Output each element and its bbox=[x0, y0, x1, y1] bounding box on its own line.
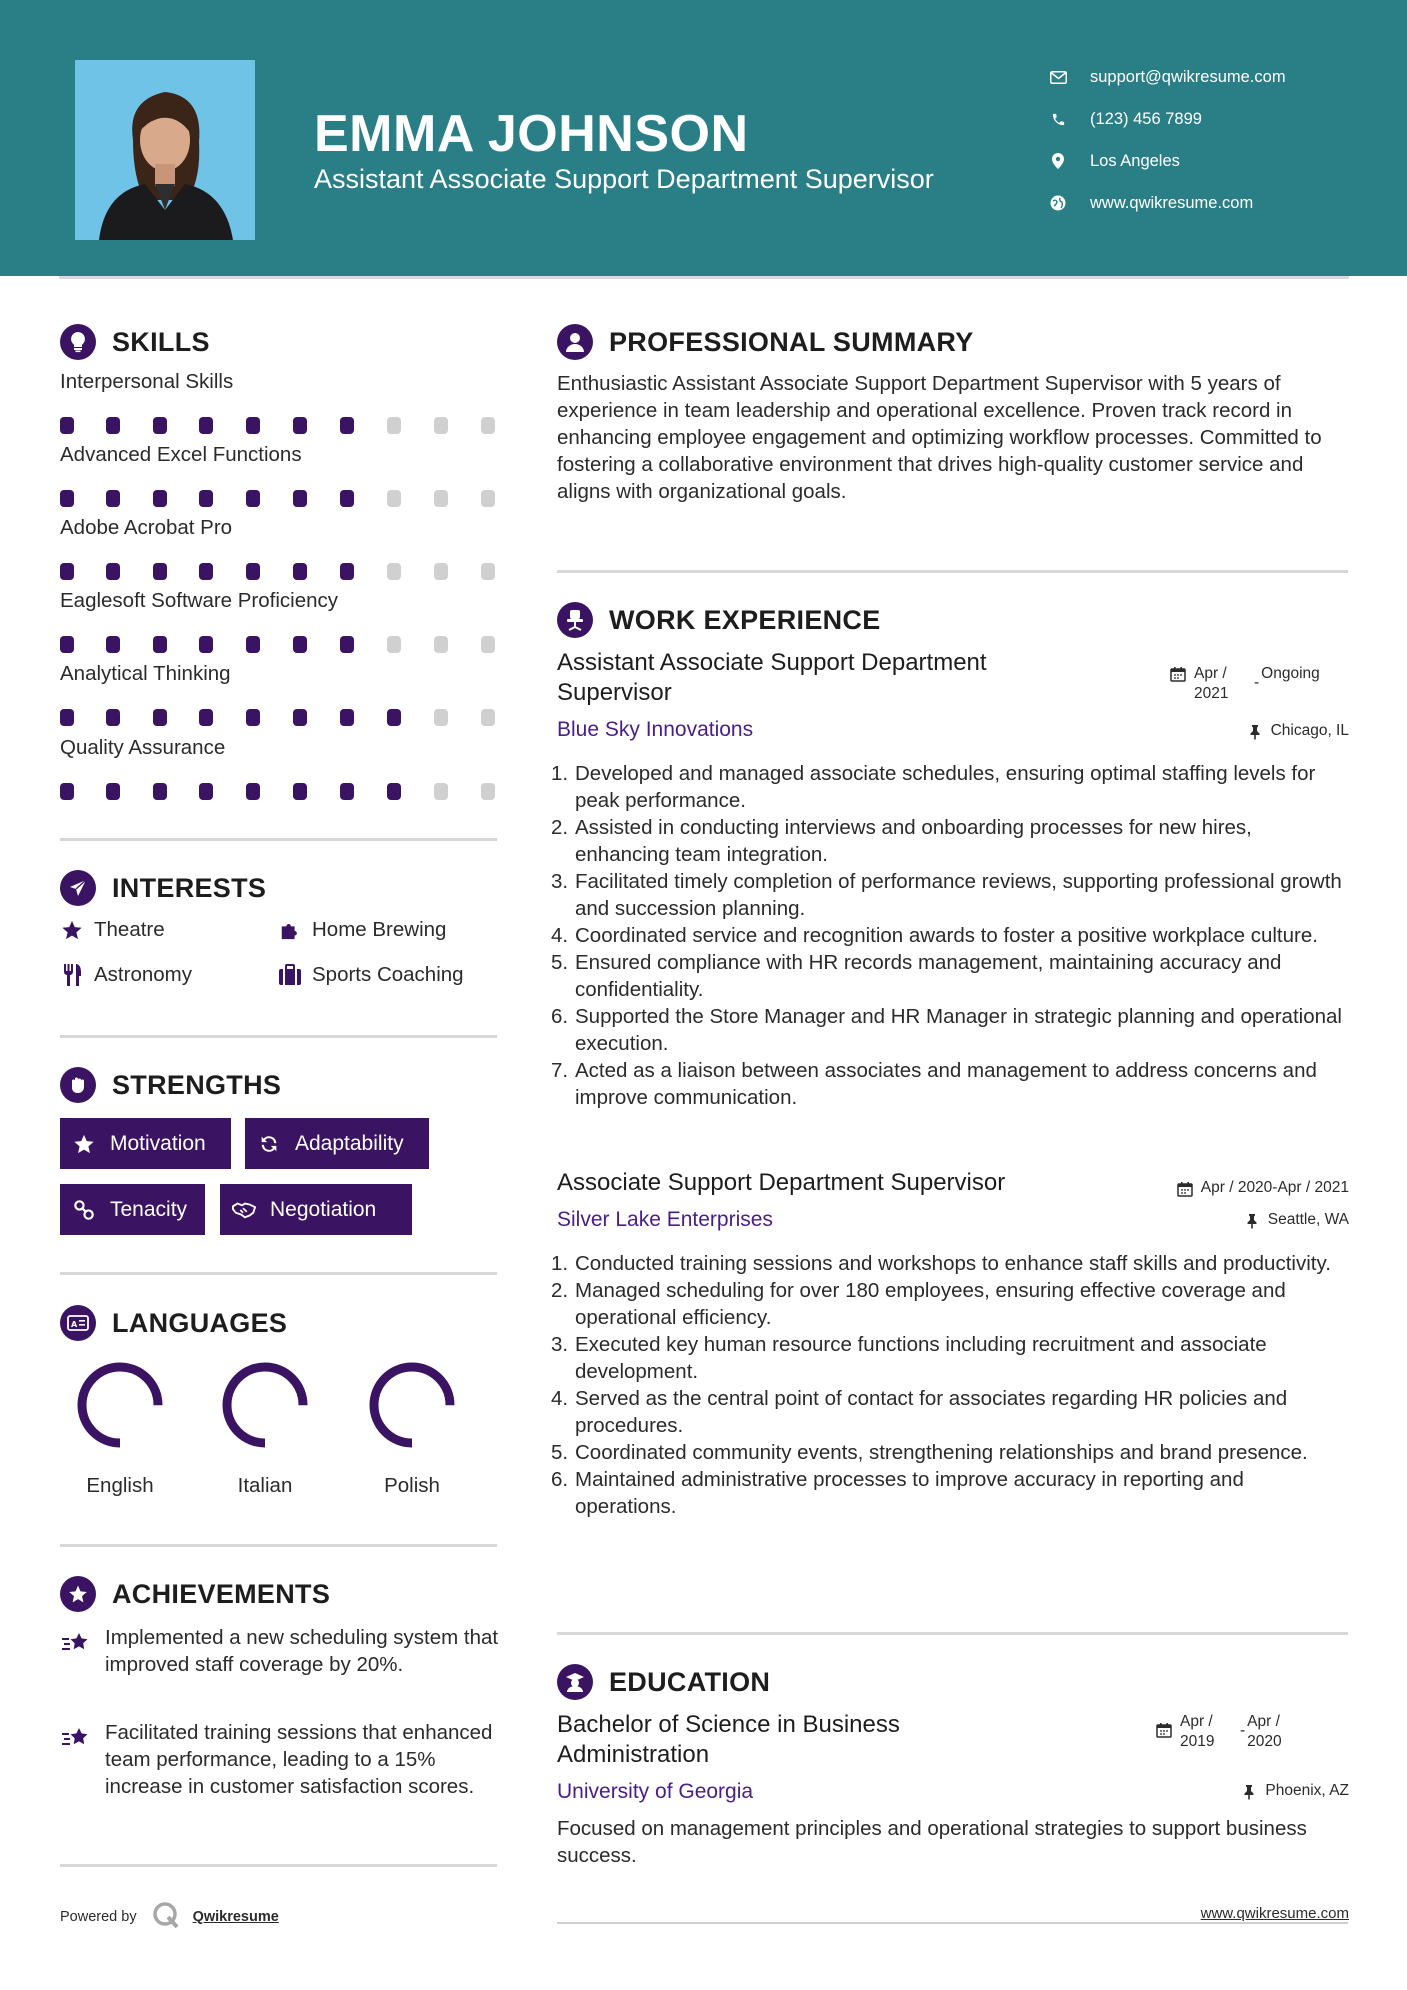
shooting-star-icon bbox=[60, 1627, 90, 1657]
refresh-icon bbox=[257, 1132, 281, 1156]
bullet-text: Coordinated community events, strengthening relationships and brand presence. bbox=[575, 1441, 1308, 1464]
experience-title: WORK EXPERIENCE bbox=[609, 604, 881, 635]
rating-dot-filled bbox=[340, 636, 354, 653]
rating-dot-filled bbox=[293, 490, 307, 507]
language-level-ring bbox=[365, 1358, 459, 1452]
bullet-text: Served as the central point of contact for associates regarding HR policies and procedures. bbox=[575, 1387, 1288, 1437]
rating-dot-filled bbox=[246, 709, 260, 726]
achievements-heading bbox=[60, 1576, 330, 1612]
bullet-text: Conducted training sessions and workshops to enhance staff skills and productivity. bbox=[575, 1252, 1331, 1275]
job-end-date: Ongoing bbox=[1261, 665, 1320, 682]
handshake-icon bbox=[232, 1198, 256, 1222]
achievement-text: Facilitated training sessions that enhanced team performance, leading to a 15% increase in customer satisfaction scores. bbox=[105, 1721, 493, 1798]
interest-label: Theatre bbox=[94, 918, 165, 941]
job-bullet bbox=[551, 1250, 1347, 1277]
rating-dot-filled bbox=[153, 709, 167, 726]
rating-dot-filled bbox=[153, 636, 167, 653]
company-name: Blue Sky Innovations bbox=[557, 718, 754, 741]
rating-dot-empty bbox=[434, 709, 448, 726]
skill-rating bbox=[60, 490, 500, 508]
interests-title: INTERESTS bbox=[112, 872, 267, 903]
bullet-number: 5. bbox=[551, 951, 569, 974]
rating-dot-filled bbox=[199, 783, 213, 800]
rating-dot-filled bbox=[60, 636, 74, 653]
profile-photo bbox=[75, 60, 255, 240]
strength-chip bbox=[60, 1118, 231, 1169]
candidate-title: Assistant Associate Support Department Supervisor bbox=[314, 164, 934, 194]
contact-list bbox=[1048, 56, 1286, 224]
utensils-icon bbox=[60, 963, 84, 987]
summary-text: Enthusiastic Assistant Associate Support Department Supervisor with 5 years of experience in team leadership and operational excellence. Proven track record in enhancing employee engagement and optimizing workflow processes. Committed to fostering a collaborative environment that drives high-quality customer service and aligns with organizational goals. bbox=[557, 372, 1322, 503]
rating-dot-filled bbox=[246, 490, 260, 507]
rating-dot-filled bbox=[246, 636, 260, 653]
bullet-text: Ensured compliance with HR records management, maintaining accuracy and confidentiality. bbox=[575, 951, 1282, 1001]
graduate-icon bbox=[557, 1664, 593, 1700]
language-item bbox=[195, 1358, 335, 1498]
rating-dot-filled bbox=[340, 563, 354, 580]
rating-dot-filled bbox=[246, 563, 260, 580]
section-divider bbox=[60, 1544, 497, 1547]
strength-label: Motivation bbox=[110, 1131, 206, 1155]
bullet-number: 3. bbox=[551, 1333, 569, 1356]
job-bullet bbox=[551, 868, 1347, 922]
summary-heading bbox=[557, 324, 974, 360]
bullet-number: 6. bbox=[551, 1005, 569, 1028]
skill-rating bbox=[60, 783, 500, 801]
education-description: Focused on management principles and operational strategies to support business success. bbox=[557, 1817, 1307, 1867]
star-icon bbox=[60, 918, 84, 942]
contact-phone-text: (123) 456 7899 bbox=[1090, 109, 1202, 128]
skills-heading bbox=[60, 324, 210, 360]
rating-dot-filled bbox=[340, 709, 354, 726]
language-item bbox=[342, 1358, 482, 1498]
rating-dot-filled bbox=[246, 417, 260, 434]
job-location-text: Seattle, WA bbox=[1267, 1211, 1349, 1228]
rating-dot-empty bbox=[387, 636, 401, 653]
job-bullet bbox=[551, 1331, 1347, 1385]
bullet-text: Maintained administrative processes to improve accuracy in reporting and operations. bbox=[575, 1468, 1244, 1518]
powered-by-label: Powered by bbox=[60, 1909, 137, 1925]
rating-dot-filled bbox=[293, 636, 307, 653]
language-level-ring bbox=[73, 1358, 167, 1452]
header-divider bbox=[59, 276, 1349, 279]
section-divider bbox=[557, 570, 1348, 573]
contact-email-text: support@qwikresume.com bbox=[1090, 67, 1286, 86]
qwikresume-link[interactable]: Qwikresume bbox=[192, 1909, 279, 1925]
rating-dot-filled bbox=[293, 709, 307, 726]
bullet-text: Managed scheduling for over 180 employees, ensuring effective coverage and operational efficiency. bbox=[575, 1279, 1286, 1329]
map-pin-icon bbox=[1048, 151, 1068, 171]
shooting-star-icon bbox=[60, 1722, 90, 1752]
star-icon bbox=[72, 1132, 96, 1156]
language-level-arc bbox=[227, 1367, 303, 1443]
achievements-title: ACHIEVEMENTS bbox=[112, 1578, 331, 1609]
language-name: Polish bbox=[384, 1474, 440, 1497]
rating-dot-empty bbox=[434, 563, 448, 580]
job-title: Assistant Associate Support Department Supervisor bbox=[557, 649, 987, 706]
job-start-date: Apr / 2021 bbox=[1194, 665, 1229, 702]
skill-item bbox=[60, 662, 500, 688]
job-bullet bbox=[551, 1466, 1347, 1520]
skill-item bbox=[60, 736, 500, 762]
experience-heading bbox=[557, 602, 881, 638]
rating-dot-filled bbox=[106, 636, 120, 653]
degree-title: Bachelor of Science in Business Administration bbox=[557, 1711, 900, 1768]
job-bullet bbox=[551, 814, 1347, 868]
office-chair-icon bbox=[557, 602, 593, 638]
award-star-icon bbox=[60, 1576, 96, 1612]
interest-item bbox=[60, 963, 192, 987]
rating-dot-empty bbox=[481, 563, 495, 580]
job-dates-text: Apr / 2020-Apr / 2021 bbox=[1200, 1179, 1349, 1196]
rating-dot-filled bbox=[153, 783, 167, 800]
rating-dot-filled bbox=[60, 563, 74, 580]
achievement-item bbox=[60, 1719, 505, 1800]
bullet-text: Assisted in conducting interviews and onboarding processes for new hires, enhancing team integration. bbox=[575, 816, 1252, 866]
interest-label: Sports Coaching bbox=[312, 963, 464, 986]
rating-dot-empty bbox=[434, 417, 448, 434]
rating-dot-filled bbox=[293, 563, 307, 580]
education-heading bbox=[557, 1664, 770, 1700]
briefcase-icon bbox=[278, 963, 302, 987]
rating-dot-filled bbox=[293, 417, 307, 434]
skill-name: Eaglesoft Software Proficiency bbox=[60, 589, 339, 612]
rating-dot-filled bbox=[199, 490, 213, 507]
skill-rating bbox=[60, 636, 500, 654]
education-start-date: Apr / 2019 bbox=[1180, 1713, 1215, 1750]
achievement-item bbox=[60, 1624, 505, 1678]
education-title: EDUCATION bbox=[609, 1666, 771, 1697]
job-bullet-list bbox=[551, 1250, 1347, 1520]
user-circle-icon bbox=[557, 324, 593, 360]
skill-name: Interpersonal Skills bbox=[60, 370, 234, 393]
footer-website-link[interactable]: www.qwikresume.com bbox=[1200, 1905, 1349, 1922]
job-bullet bbox=[551, 1277, 1347, 1331]
rating-dot-empty bbox=[481, 709, 495, 726]
pushpin-icon bbox=[1241, 1784, 1257, 1800]
person-portrait-icon bbox=[75, 60, 255, 240]
skill-name: Advanced Excel Functions bbox=[60, 443, 302, 466]
rating-dot-empty bbox=[481, 636, 495, 653]
bullet-number: 7. bbox=[551, 1059, 569, 1082]
section-divider bbox=[60, 1035, 497, 1038]
rating-dot-filled bbox=[199, 709, 213, 726]
education-location bbox=[1241, 1782, 1349, 1800]
summary-title: PROFESSIONAL SUMMARY bbox=[609, 326, 974, 357]
skill-rating bbox=[60, 709, 500, 727]
language-level-arc bbox=[374, 1367, 450, 1443]
rating-dot-filled bbox=[340, 783, 354, 800]
bullet-number: 3. bbox=[551, 870, 569, 893]
language-name: English bbox=[86, 1474, 154, 1497]
rating-dot-filled bbox=[106, 783, 120, 800]
svg-text:A: A bbox=[71, 1320, 78, 1329]
contact-website[interactable] bbox=[1048, 182, 1286, 224]
candidate-name: EMMA JOHNSON bbox=[314, 105, 749, 163]
bullet-number: 2. bbox=[551, 816, 569, 839]
rating-dot-empty bbox=[481, 417, 495, 434]
language-name: Italian bbox=[237, 1474, 293, 1497]
rating-dot-filled bbox=[106, 417, 120, 434]
job-bullet bbox=[551, 949, 1347, 1003]
education-location-text: Phoenix, AZ bbox=[1265, 1782, 1349, 1799]
bullet-number: 5. bbox=[551, 1441, 569, 1464]
strength-label: Tenacity bbox=[110, 1197, 188, 1221]
languages-title: LANGUAGES bbox=[112, 1307, 288, 1338]
pushpin-icon bbox=[1244, 1213, 1260, 1229]
bullet-number: 4. bbox=[551, 924, 569, 947]
language-item bbox=[50, 1358, 190, 1498]
rating-dot-filled bbox=[387, 783, 401, 800]
job-location bbox=[1244, 1211, 1349, 1229]
job-location bbox=[1247, 722, 1349, 740]
paper-plane-icon bbox=[60, 870, 96, 906]
calendar-icon bbox=[1170, 666, 1186, 682]
footer-divider bbox=[557, 1922, 1348, 1924]
contact-email[interactable] bbox=[1048, 56, 1286, 98]
bullet-text: Supported the Store Manager and HR Manager in strategic planning and operational execution. bbox=[575, 1005, 1342, 1055]
job-title: Associate Support Department Supervisor bbox=[557, 1169, 1006, 1196]
rating-dot-empty bbox=[481, 490, 495, 507]
rating-dot-empty bbox=[387, 490, 401, 507]
job-bullet-list bbox=[551, 760, 1347, 1111]
languages-heading bbox=[60, 1305, 287, 1341]
id-card-icon bbox=[60, 1305, 96, 1341]
job-bullet bbox=[551, 1439, 1347, 1466]
skill-item bbox=[60, 589, 500, 615]
rating-dot-filled bbox=[60, 783, 74, 800]
section-divider bbox=[557, 1632, 1348, 1635]
job-bullet bbox=[551, 760, 1347, 814]
resume-header bbox=[0, 0, 1407, 276]
skill-item bbox=[60, 370, 500, 396]
rating-dot-filled bbox=[199, 563, 213, 580]
raised-fist-icon bbox=[60, 1067, 96, 1103]
rating-dot-filled bbox=[246, 783, 260, 800]
strengths-heading bbox=[60, 1067, 281, 1103]
bullet-number: 2. bbox=[551, 1279, 569, 1302]
skill-item bbox=[60, 443, 500, 469]
section-divider bbox=[60, 1272, 497, 1275]
skill-item bbox=[60, 516, 500, 542]
lightbulb-icon bbox=[60, 324, 96, 360]
language-level-arc bbox=[82, 1367, 158, 1443]
rating-dot-filled bbox=[60, 417, 74, 434]
strength-label: Negotiation bbox=[270, 1197, 377, 1221]
skill-rating bbox=[60, 417, 500, 435]
pushpin-icon bbox=[1247, 724, 1263, 740]
rating-dot-filled bbox=[199, 417, 213, 434]
puzzle-icon bbox=[278, 918, 302, 942]
strength-chip bbox=[220, 1184, 412, 1235]
bullet-text: Acted as a liaison between associates and management to address concerns and improve communication. bbox=[575, 1059, 1317, 1109]
strength-chip bbox=[245, 1118, 429, 1169]
skill-name: Quality Assurance bbox=[60, 736, 226, 759]
rating-dot-filled bbox=[106, 563, 120, 580]
section-divider bbox=[60, 838, 497, 841]
job-bullet bbox=[551, 1003, 1347, 1057]
contact-location bbox=[1048, 140, 1286, 182]
phone-icon bbox=[1048, 109, 1068, 129]
contact-location-text: Los Angeles bbox=[1090, 151, 1180, 170]
interest-item bbox=[278, 963, 464, 987]
education-dates: Apr / 2019 - Apr / 2020 bbox=[1156, 1712, 1301, 1752]
education-end-date: Apr / 2020 bbox=[1247, 1713, 1282, 1750]
achievement-text: Implemented a new scheduling system that improved staff coverage by 20%. bbox=[105, 1626, 499, 1676]
rating-dot-filled bbox=[340, 490, 354, 507]
bullet-number: 1. bbox=[551, 1252, 569, 1275]
calendar-icon bbox=[1177, 1181, 1193, 1197]
rating-dot-filled bbox=[153, 563, 167, 580]
language-level-ring bbox=[218, 1358, 312, 1452]
rating-dot-filled bbox=[199, 636, 213, 653]
strength-label: Adaptability bbox=[295, 1131, 404, 1155]
skills-title: SKILLS bbox=[112, 326, 210, 357]
calendar-icon bbox=[1156, 1722, 1172, 1738]
company-name: Silver Lake Enterprises bbox=[557, 1208, 773, 1231]
bullet-text: Facilitated timely completion of performance reviews, supporting professional growth and succession planning. bbox=[575, 870, 1342, 920]
rating-dot-filled bbox=[293, 783, 307, 800]
globe-icon bbox=[1048, 193, 1068, 213]
link-icon bbox=[72, 1198, 96, 1222]
rating-dot-filled bbox=[340, 417, 354, 434]
skill-name: Analytical Thinking bbox=[60, 662, 231, 685]
interests-heading bbox=[60, 870, 266, 906]
interest-item bbox=[278, 918, 446, 942]
rating-dot-empty bbox=[387, 417, 401, 434]
rating-dot-empty bbox=[434, 783, 448, 800]
job-location-text: Chicago, IL bbox=[1270, 722, 1349, 739]
skill-rating bbox=[60, 563, 500, 581]
interest-label: Astronomy bbox=[94, 963, 192, 986]
bullet-number: 1. bbox=[551, 762, 569, 785]
job-dates bbox=[1177, 1179, 1349, 1197]
rating-dot-filled bbox=[60, 709, 74, 726]
school-name: University of Georgia bbox=[557, 1780, 754, 1803]
rating-dot-filled bbox=[153, 490, 167, 507]
rating-dot-empty bbox=[387, 563, 401, 580]
interest-label: Home Brewing bbox=[312, 918, 447, 941]
strength-chip bbox=[60, 1184, 205, 1235]
bullet-text: Executed key human resource functions including recruitment and associate development. bbox=[575, 1333, 1267, 1383]
section-divider bbox=[60, 1864, 497, 1867]
job-dates: Apr / 2021 - Ongoing bbox=[1170, 664, 1327, 704]
job-bullet bbox=[551, 922, 1347, 949]
qwikresume-logo-icon bbox=[151, 1900, 181, 1934]
rating-dot-filled bbox=[106, 709, 120, 726]
job-bullet bbox=[551, 1385, 1347, 1439]
mail-icon bbox=[1048, 67, 1068, 87]
rating-dot-filled bbox=[387, 709, 401, 726]
bullet-number: 4. bbox=[551, 1387, 569, 1410]
rating-dot-filled bbox=[153, 417, 167, 434]
powered-by bbox=[60, 1900, 279, 1934]
rating-dot-filled bbox=[60, 490, 74, 507]
bullet-text: Coordinated service and recognition awards to foster a positive workplace culture. bbox=[575, 924, 1318, 947]
rating-dot-empty bbox=[481, 783, 495, 800]
rating-dot-empty bbox=[434, 636, 448, 653]
rating-dot-empty bbox=[434, 490, 448, 507]
contact-phone[interactable] bbox=[1048, 98, 1286, 140]
skill-name: Adobe Acrobat Pro bbox=[60, 516, 233, 539]
bullet-text: Developed and managed associate schedules, ensuring optimal staffing levels for peak performance. bbox=[575, 762, 1316, 812]
bullet-number: 6. bbox=[551, 1468, 569, 1491]
contact-website-text: www.qwikresume.com bbox=[1090, 193, 1254, 212]
job-bullet bbox=[551, 1057, 1347, 1111]
interest-item bbox=[60, 918, 165, 942]
strengths-title: STRENGTHS bbox=[112, 1069, 282, 1100]
rating-dot-filled bbox=[106, 490, 120, 507]
